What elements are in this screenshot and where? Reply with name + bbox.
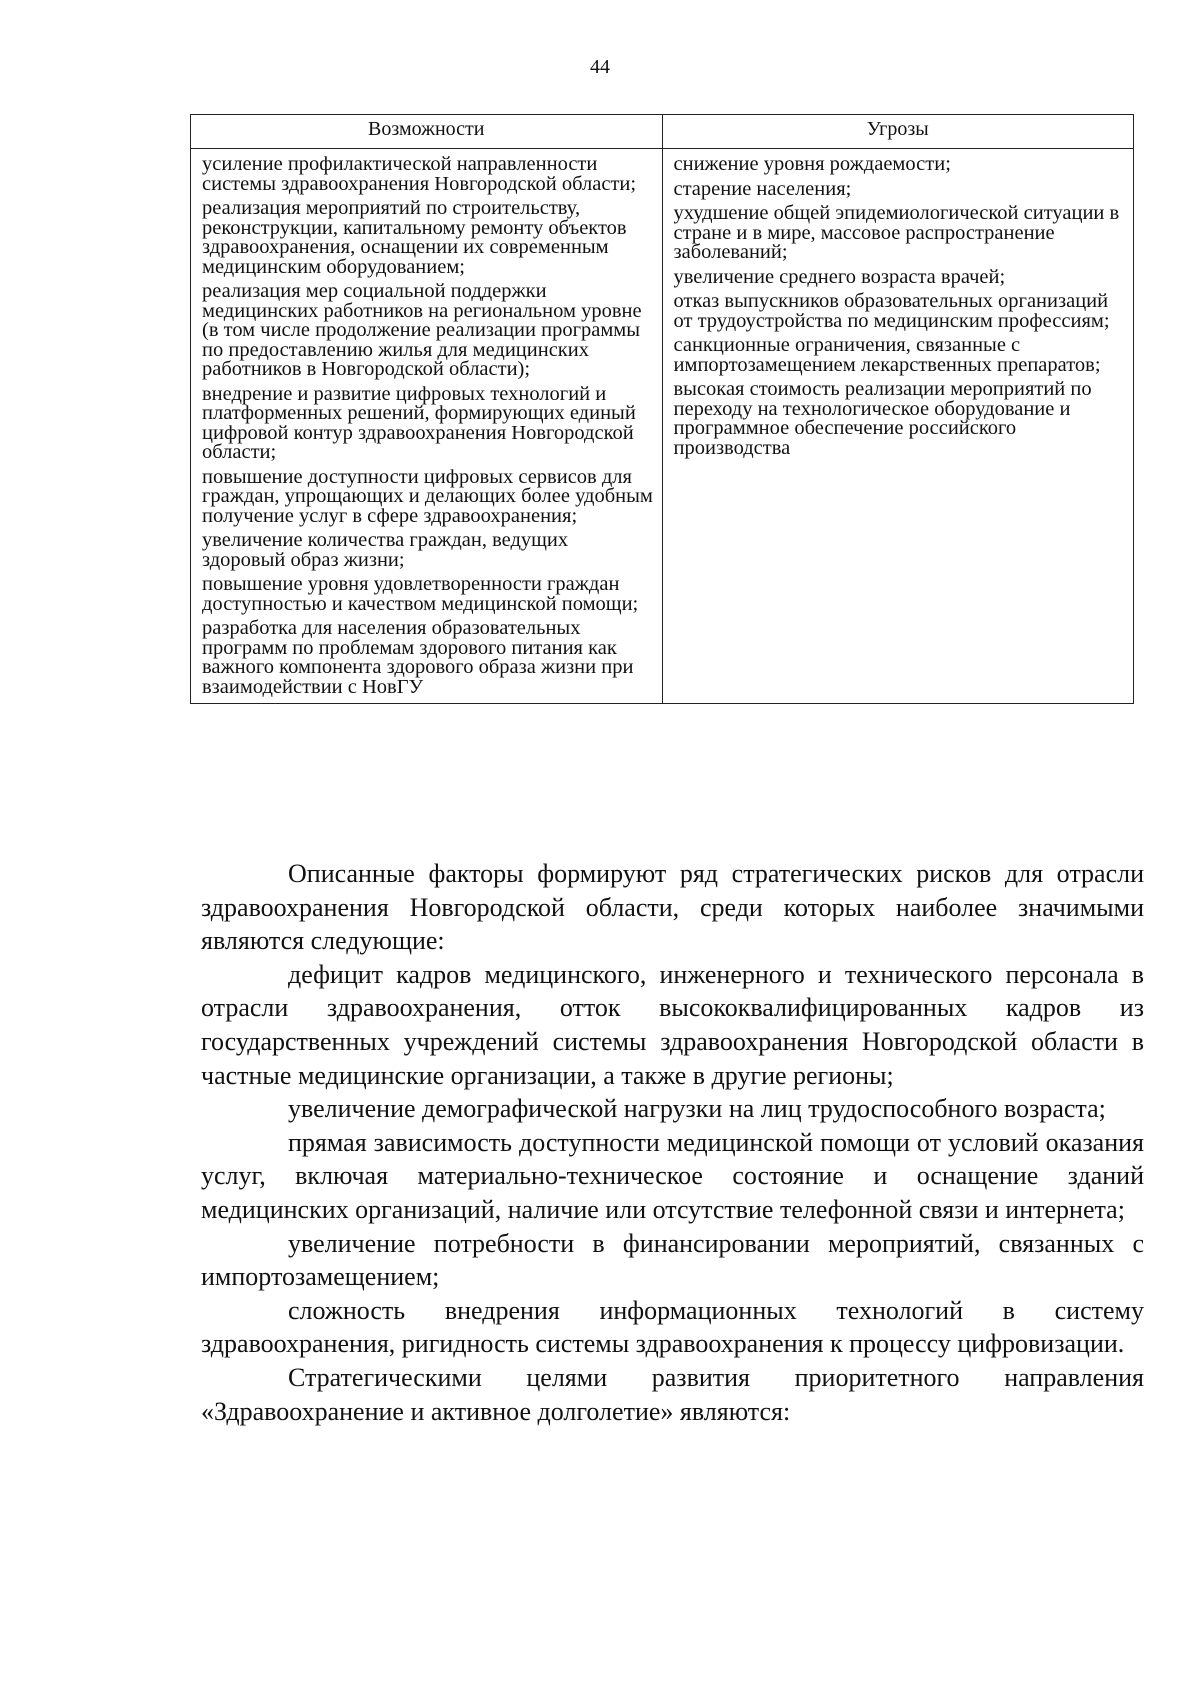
opportunity-item: разработка для населения образовательных программ по проблемам здорового питания как важного компонента здорового образа жизни при взаимодействии с НовГУ bbox=[202, 617, 634, 698]
intro-paragraph: Описанные факторы формируют ряд стратегических рисков для отрасли здравоохранения Новгородской области, среди которых наиболее значимыми являются следующие: bbox=[201, 859, 1144, 956]
opportunity-item: внедрение и развитие цифровых технологий и платформенных решений, формирующих единый цифровой контур здравоохранения Новгородской области; bbox=[202, 382, 636, 463]
threat-item: увеличение среднего возраста врачей; bbox=[673, 265, 1006, 288]
body-text bbox=[201, 857, 1144, 1428]
risk-paragraph: сложность внедрения информационных технологий в систему здравоохранения, ригидность системы здравоохранения к процессу цифровизации. bbox=[201, 1295, 1144, 1359]
table-header-row bbox=[191, 115, 1134, 149]
threat-item: ухудшение общей эпидемиологической ситуации в стране и в мире, массовое распространение заболеваний; bbox=[673, 202, 1120, 263]
threats-header: Угрозы bbox=[662, 115, 1134, 149]
opportunity-item: реализация мер социальной поддержки медицинских работников на региональном уровне (в том числе продолжение реализации программы по предоставлению жилья для медицинских работников в Новгородской области); bbox=[202, 280, 642, 380]
threat-item: отказ выпускников образовательных организаций от трудоустройства по медицинским профессиям; bbox=[673, 290, 1110, 332]
threat-item: санкционные ограничения, связанные с импортозамещением лекарственных препаратов; bbox=[673, 334, 1101, 376]
risk-paragraph: прямая зависимость доступности медицинской помощи от условий оказания услуг, включая материально-техническое состояние и оснащение зданий медицинских организаций, наличие или отсутствие телефонной связи и интернета; bbox=[201, 1127, 1144, 1224]
opportunity-item: усиление профилактической направленности системы здравоохранения Новгородской области; bbox=[202, 153, 637, 195]
table-row bbox=[191, 149, 1134, 704]
risk-paragraph: увеличение демографической нагрузки на лиц трудоспособного возраста; bbox=[288, 1094, 1106, 1124]
opportunity-item: повышение уровня удовлетворенности граждан доступностью и качеством медицинской помощи; bbox=[202, 573, 639, 615]
threat-item: снижение уровня рождаемости; bbox=[673, 153, 951, 175]
goals-paragraph: Стратегическими целями развития приоритетного направления «Здравоохранение и активное долголетие» являются: bbox=[201, 1362, 1144, 1426]
opportunities-cell bbox=[191, 149, 663, 704]
opportunity-item: реализация мероприятий по строительству, реконструкции, капитальному ремонту объектов здравоохранения, оснащении их современным медицинским оборудованием; bbox=[202, 197, 627, 278]
risk-paragraph: дефицит кадров медицинского, инженерного и технического персонала в отрасли здравоохранения, отток высококвалифицированных кадров из государственных учреждений системы здравоохранения Новгородской области в частные медицинские организации, а также в другие регионы; bbox=[201, 959, 1144, 1090]
swot-table bbox=[190, 114, 1134, 704]
threat-item: высокая стоимость реализации мероприятий по переходу на технологическое оборудование и программное обеспечение российского производства bbox=[673, 378, 1092, 459]
opportunity-item: увеличение количества граждан, ведущих здоровый образ жизни; bbox=[202, 529, 569, 571]
opportunity-item: повышение доступности цифровых сервисов для граждан, упрощающих и делающих более удобным получение услуг в сфере здравоохранения; bbox=[202, 465, 653, 527]
threat-item: старение населения; bbox=[673, 177, 852, 200]
risk-paragraph: увеличение потребности в финансировании мероприятий, связанных с импортозамещением; bbox=[201, 1228, 1144, 1292]
page-number: 44 bbox=[590, 56, 610, 78]
opportunities-header: Возможности bbox=[191, 115, 663, 149]
threats-cell bbox=[662, 149, 1134, 704]
